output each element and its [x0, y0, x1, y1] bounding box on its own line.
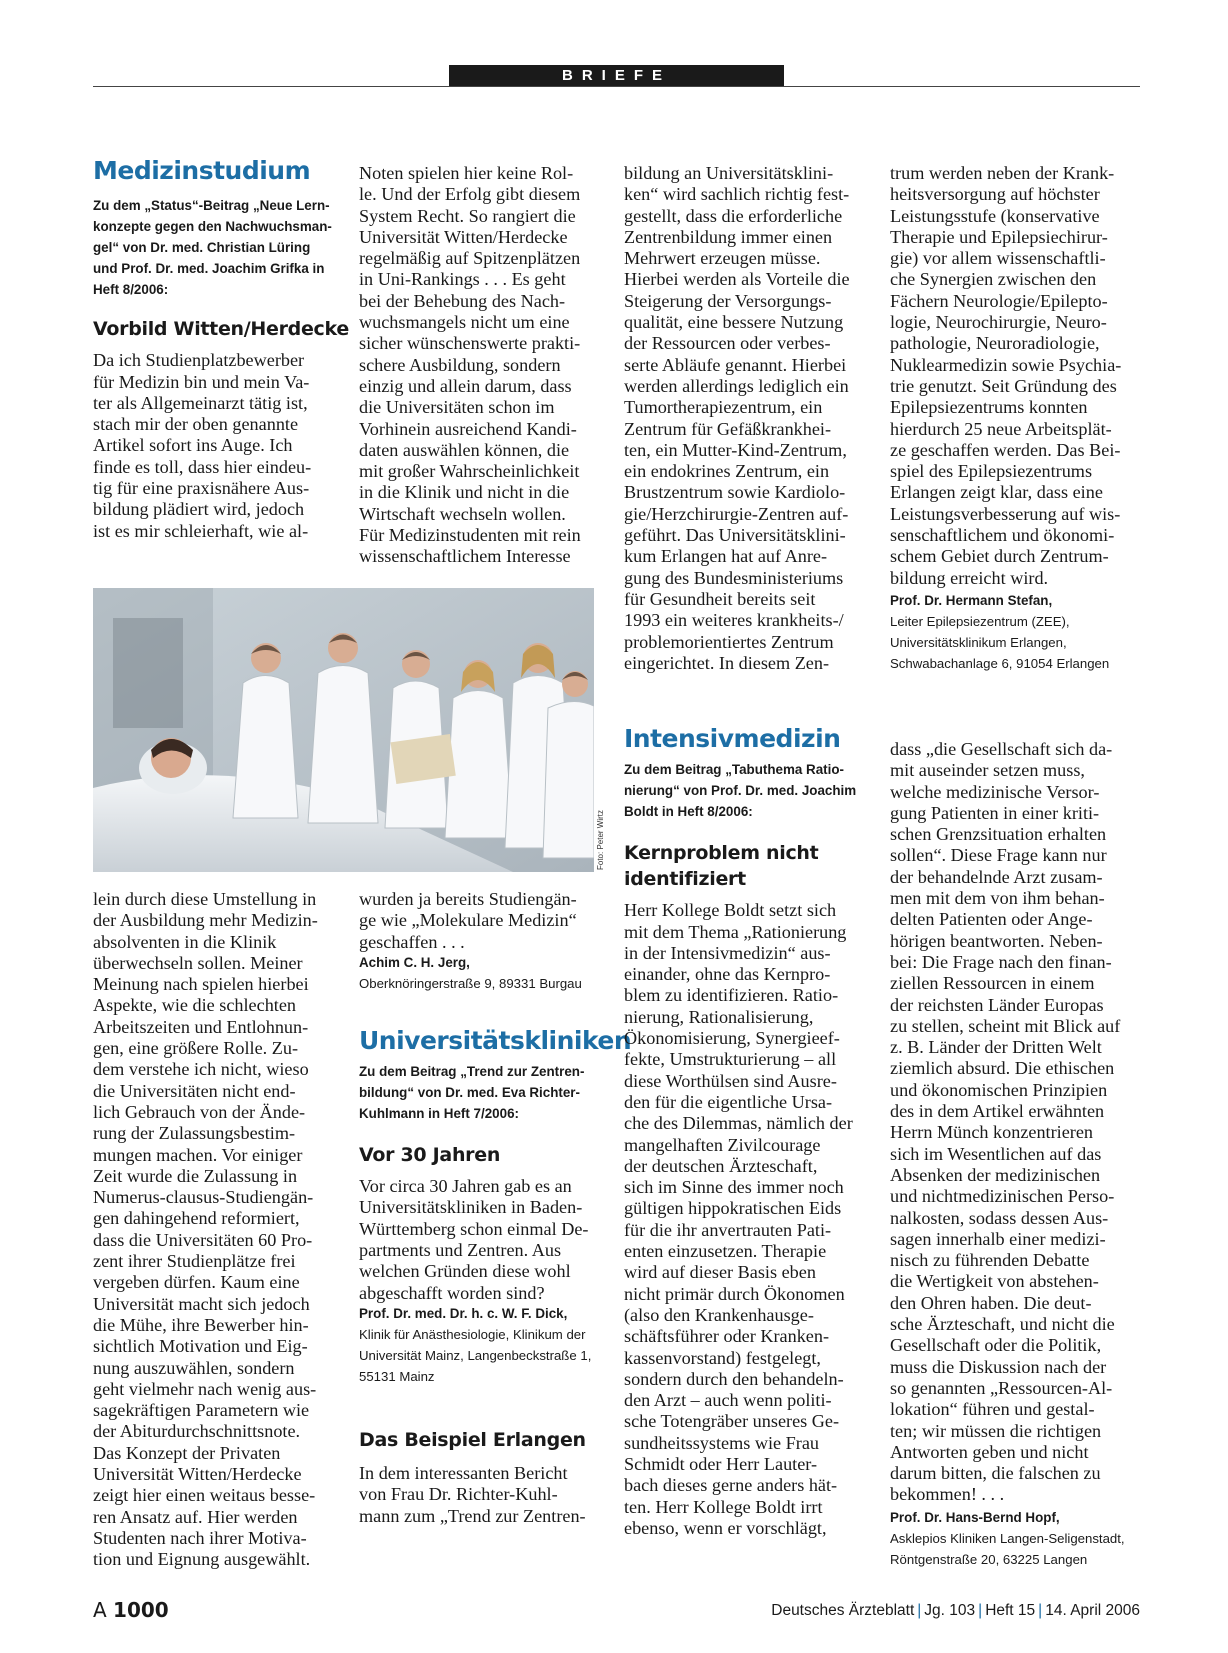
address-line: Leiter Epilepsiezentrum (ZEE), — [890, 613, 1070, 629]
body-line: lokation“ führen und gestal- — [890, 1399, 1095, 1420]
body-line: für Gesundheit bereits seit — [624, 588, 816, 609]
body-line: Nuklearmedizin sowie Psychia- — [890, 354, 1122, 375]
section-title-medizinstudium: Medizinstudium — [93, 156, 311, 185]
body-line: lich Gebrauch von der Ände- — [93, 1101, 306, 1122]
body-line: Das Konzept der Privaten — [93, 1442, 281, 1463]
section-title-intensivmedizin: Intensivmedizin — [624, 724, 841, 753]
body-line: die Mühe, ihre Bewerber hin- — [93, 1314, 309, 1335]
body-line: kassenvorstand) festgelegt, — [624, 1347, 821, 1368]
body-line: eingerichtet. In diesem Zen- — [624, 652, 830, 673]
body-line: bildung an Universitätsklini- — [624, 163, 834, 183]
body-line: Universität macht sich jedoch — [93, 1293, 310, 1314]
body-line: stach mir der oben genannte — [93, 414, 299, 435]
body-line: Mehrwert erzeugen müsse. — [624, 248, 821, 269]
body-line: der Ausbildung mehr Medizin- — [93, 910, 318, 931]
body-line: in der Intensivmedizin“ aus- — [624, 942, 831, 963]
body-line: ziellen Ressourcen in einem — [890, 973, 1095, 994]
body-line: mit dem Thema „Rationierung — [624, 921, 847, 942]
body-line: gie/Herzchirurgie-Zentren auf- — [624, 503, 849, 524]
journal-volume: Jg. 103 — [924, 1602, 976, 1619]
column-3-top — [624, 163, 879, 674]
column-1-bottom — [93, 889, 348, 1571]
body-line: Aspekte, wie die schlechten — [93, 995, 297, 1016]
body-line: (also den Krankenhausge- — [624, 1304, 814, 1325]
body-line: muss die Diskussion nach der — [890, 1356, 1107, 1377]
body-line: wurden ja bereits Studiengän- — [359, 889, 577, 909]
body-line: schem Gebiet durch Zentrum- — [890, 546, 1109, 567]
body-line: diese Worthülsen sind Ausre- — [624, 1070, 837, 1091]
body-line: ten, ein Mutter-Kind-Zentrum, — [624, 439, 847, 460]
body-line: regelmäßig auf Spitzenplätzen — [359, 248, 581, 269]
body-line: Hierbei werden als Vorteile die — [624, 269, 850, 290]
body-line: ziemlich absurd. Die ethischen — [890, 1058, 1115, 1079]
photo-credit: Foto: Peter Wirtz — [596, 809, 605, 870]
ward-round-photo — [93, 588, 594, 872]
body-line: gültigen hippokratischen Eids — [624, 1198, 842, 1219]
body-line: Artikel sofort ins Auge. Ich — [93, 435, 293, 456]
body-line: Universitätskliniken in Baden- — [359, 1197, 583, 1218]
intro-line: Boldt in Heft 8/2006: — [624, 804, 753, 820]
body-line: sich im Sinne des immer noch — [624, 1177, 844, 1198]
body-line: trie genutzt. Seit Gründung des — [890, 375, 1117, 396]
body-line: dass die Universitäten 60 Pro- — [93, 1229, 313, 1250]
body-line: welchen Gründen diese wohl — [359, 1261, 571, 1282]
body-line: Da ich Studienplatzbewerber — [93, 350, 305, 371]
body-line: blem zu identifizieren. Ratio- — [624, 985, 839, 1006]
body-line: z. B. Länder der Dritten Welt — [890, 1037, 1102, 1058]
body-line: qualität, eine bessere Nutzung — [624, 312, 844, 333]
body-line: senschaftlichem und ökonomi- — [890, 525, 1115, 546]
body-line: bekommen! . . . — [890, 1484, 1005, 1505]
body-line: mann zum „Trend zur Zentren- — [359, 1505, 586, 1526]
body-line: serte Abläufe genannt. Hierbei — [624, 354, 847, 375]
body-line: den Ohren haben. Die deut- — [890, 1292, 1092, 1313]
body-line: Vor circa 30 Jahren gab es an — [359, 1176, 572, 1197]
body-line: der Abiturdurchschnittsnote. — [93, 1421, 301, 1442]
body-line: von Frau Dr. Richter-Kuhl- — [359, 1484, 558, 1505]
body-line: schäftsführer oder Kranken- — [624, 1326, 830, 1347]
body-line: wissenschaftlichem Interesse — [359, 546, 571, 567]
journal-issue: Heft 15 — [985, 1602, 1036, 1619]
body-line: Gesellschaft oder die Politik, — [890, 1335, 1102, 1356]
intro-line: Zu dem „Status“-Beitrag „Neue Lern- — [93, 198, 330, 214]
body-line: für Medizin bin und mein Va- — [93, 371, 310, 392]
body-line: Epilepsiezentrums konnten — [890, 397, 1088, 418]
body-line: Numerus-clausus-Studiengän- — [93, 1187, 314, 1208]
body-line: gung des Bundesministeriums — [624, 567, 844, 588]
letter-subtitle: Vor 30 Jahren — [359, 1144, 501, 1167]
body-line: spiel des Epilepsiezentrums — [890, 461, 1093, 482]
letter-subtitle — [624, 840, 879, 892]
body-line: dass „die Gesellschaft sich da- — [890, 739, 1113, 759]
page-prefix: A — [93, 1598, 107, 1622]
address-line: Röntgenstraße 20, 63225 Langen — [890, 1551, 1088, 1567]
column-2-bottom — [359, 889, 632, 1527]
body-line: Ökonomisierung, Synergieef- — [624, 1028, 840, 1049]
body-line: Vorhinein ausreichend Kandi- — [359, 418, 577, 439]
section-title-universitaetskliniken: Universitätskliniken — [359, 1025, 632, 1055]
intro-line: konzepte gegen den Nachwuchsman- — [93, 219, 332, 235]
body-line: nung auszuwählen, sondern — [93, 1357, 295, 1378]
footer-separator: | — [1038, 1602, 1043, 1619]
body-line: geführt. Das Universitätsklini- — [624, 525, 846, 546]
body-line: Herr Kollege Boldt setzt sich — [624, 900, 837, 921]
body-line: Württemberg schon einmal De- — [359, 1218, 589, 1239]
body-line: Schmidt oder Herr Lauter- — [624, 1454, 818, 1475]
body-line: Noten spielen hier keine Rol- — [359, 163, 574, 183]
subtitle-line: identifiziert — [624, 868, 746, 891]
body-line: heitsversorgung auf höchster — [890, 184, 1100, 205]
body-line: In dem interessanten Bericht — [359, 1462, 568, 1483]
body-line: sichtlich Motivation und Eig- — [93, 1336, 308, 1357]
body-line: und ökonomischen Prinzipien — [890, 1079, 1108, 1100]
body-line: Für Medizinstudenten mit rein — [359, 525, 581, 546]
body-line: sicher wünschenswerte prakti- — [359, 333, 581, 354]
body-line: rung der Zulassungsbestim- — [93, 1123, 296, 1144]
body-line: 1993 ein weiteres krankheits-/ — [624, 610, 844, 631]
column-4-top — [890, 163, 1145, 674]
body-line: finde es toll, dass hier eindeu- — [93, 456, 312, 477]
body-line: ein endokrines Zentrum, ein — [624, 461, 830, 482]
body-line: der deutschen Ärzteschaft, — [624, 1155, 818, 1176]
body-line: sich im Wesentlichen auf das — [890, 1143, 1102, 1164]
body-line: absolventen in die Klinik — [93, 931, 277, 952]
body-line: Leistungsstufe (konservative — [890, 205, 1100, 226]
body-line: sollen“. Diese Frage kann nur — [890, 845, 1107, 866]
body-line: Wirtschaft wechseln wollen. — [359, 503, 566, 524]
body-line: partments und Zentren. Aus — [359, 1240, 562, 1261]
journal-date: 14. April 2006 — [1045, 1602, 1140, 1619]
intro-line: und Prof. Dr. med. Joachim Grifka in — [93, 261, 325, 277]
body-line: mit auseinder setzen muss, — [890, 760, 1085, 781]
journal-name: Deutsches Ärzteblatt — [771, 1602, 915, 1619]
letter-subtitle: Das Beispiel Erlangen — [359, 1428, 586, 1451]
body-line: Studenten nach ihrer Motiva- — [93, 1527, 307, 1548]
body-line: der reichsten Länder Europas — [890, 994, 1104, 1015]
body-line: zent ihrer Studienplätze frei — [93, 1251, 296, 1272]
body-line: bildung plädiert wird, jedoch — [93, 499, 305, 520]
body-line: darum bitten, die falschen zu — [890, 1463, 1101, 1484]
page-number — [93, 1598, 169, 1622]
body-line: in die Klinik und nicht in die — [359, 482, 570, 503]
body-line: Steigerung der Versorgungs- — [624, 290, 832, 311]
body-line: ten; wir müssen die richtigen — [890, 1420, 1102, 1441]
body-line: mit großer Wahrscheinlichkeit — [359, 461, 580, 482]
body-line: ken“ wird sachlich richtig fest- — [624, 184, 850, 205]
body-line: so genannten „Ressourcen-Al- — [890, 1377, 1113, 1398]
letter-author: Prof. Dr. Hermann Stefan, — [890, 592, 1053, 608]
address-line: Oberknöringerstraße 9, 89331 Burgau — [359, 975, 582, 991]
body-line: ze geschaffen werden. Das Bei- — [890, 439, 1121, 460]
column-4-bottom — [890, 739, 1145, 1570]
body-line: sche Ärzteschaft, und nicht die — [890, 1314, 1115, 1335]
body-line: Universität Witten/Herdecke — [93, 1464, 302, 1485]
body-line: die Universitäten schon im — [359, 397, 555, 418]
intro-line: Kuhlmann in Heft 7/2006: — [359, 1106, 519, 1122]
body-line: mungen machen. Vor einiger — [93, 1144, 303, 1165]
body-line: daten auswählen können, die — [359, 439, 570, 460]
body-line: sagekräftigen Parametern wie — [93, 1400, 310, 1421]
body-line: zeigt hier einen weitaus besse- — [93, 1485, 316, 1506]
body-line: enten einzusetzen. Therapie — [624, 1241, 827, 1262]
body-line: zu stellen, scheint mit Blick auf — [890, 1015, 1121, 1036]
body-line: Zentrum für Gefäßkrankhei- — [624, 418, 832, 439]
body-line: wuchsmangels nicht um eine — [359, 312, 570, 333]
body-line: gen, eine größere Rolle. Zu- — [93, 1038, 299, 1059]
body-line: ren Ansatz auf. Hier werden — [93, 1506, 298, 1527]
letter-body — [93, 350, 343, 542]
body-line: welche medizinische Versor- — [890, 781, 1100, 802]
body-line: bei der Behebung des Nach- — [359, 290, 566, 311]
body-line: gestellt, dass die erforderliche — [624, 205, 843, 226]
body-line: tig für eine praxisnähere Aus- — [93, 478, 310, 499]
body-line: werden allerdings lediglich ein — [624, 375, 849, 396]
body-line: schen Grenzsituation erhalten — [890, 824, 1107, 845]
body-line: die Wertigkeit von abstehen- — [890, 1271, 1099, 1292]
body-line: schere Ausbildung, sondern — [359, 354, 561, 375]
journal-footer — [771, 1602, 1140, 1620]
letter-intro — [93, 195, 343, 300]
body-line: tion und Eignung ausgewählt. — [93, 1549, 311, 1570]
body-line: in Uni-Rankings . . . Es geht — [359, 269, 566, 290]
body-line: System Recht. So rangiert die — [359, 205, 576, 226]
body-line: trum werden neben der Krank- — [890, 163, 1115, 183]
body-line: gung Patienten in einer kriti- — [890, 802, 1100, 823]
body-line: Absenken der medizinischen — [890, 1164, 1101, 1185]
body-line: ten. Herr Kollege Boldt irrt — [624, 1496, 823, 1517]
body-line: der behandelnde Arzt zusam- — [890, 866, 1103, 887]
body-line: gen dahingehend reformiert, — [93, 1208, 300, 1229]
body-line: die Universitäten nicht end- — [93, 1080, 296, 1101]
body-line: und nichtmedizinischen Perso- — [890, 1186, 1115, 1207]
intro-line: Heft 8/2006: — [93, 282, 169, 298]
address-line: Schwabachanlage 6, 91054 Erlangen — [890, 655, 1110, 671]
body-line: fekte, Umstrukturierung – all — [624, 1049, 837, 1070]
body-line: bildung erreicht wird. — [890, 567, 1049, 588]
body-line: dem verstehe ich nicht, wieso — [93, 1059, 309, 1080]
body-line: nicht primär durch Ökonomen — [624, 1283, 845, 1304]
intro-line: gel“ von Dr. med. Christian Lüring — [93, 240, 311, 256]
body-line: ist es mir schleierhaft, wie al- — [93, 520, 309, 541]
body-line: einander, ohne das Kernpro- — [624, 964, 831, 985]
body-line: abgeschafft worden sind? — [359, 1282, 545, 1303]
body-line: mangelhaften Zivilcourage — [624, 1134, 821, 1155]
body-line: den Arzt – auch wenn politi- — [624, 1390, 832, 1411]
column-1-top — [93, 156, 349, 542]
intro-line: nierung“ von Prof. Dr. med. Joachim — [624, 783, 857, 799]
body-line: delten Patienten oder Ange- — [890, 909, 1093, 930]
header-rule — [93, 86, 1140, 87]
body-line: kum Erlangen hat auf Anre- — [624, 546, 828, 567]
body-line: der Ressourcen oder verbes- — [624, 333, 831, 354]
body-line: ter als Allgemeinarzt tätig ist, — [93, 392, 308, 413]
footer-separator: | — [978, 1602, 983, 1619]
body-line: einzig und allein darum, dass — [359, 375, 572, 396]
body-line: Tumortherapiezentrum, ein — [624, 397, 823, 418]
body-line: hörigen beantworten. Neben- — [890, 930, 1103, 951]
body-line: che Synergien zwischen den — [890, 269, 1097, 290]
body-line: lein durch diese Umstellung in — [93, 889, 317, 909]
photo-illustration — [93, 588, 594, 872]
body-line: bach dieses gerne anders hät- — [624, 1475, 838, 1496]
body-line: überwechseln sollen. Meiner — [93, 952, 303, 973]
address-line: Asklepios Kliniken Langen-Seligenstadt, — [890, 1530, 1125, 1546]
address-line: Universitätsklinikum Erlangen, — [890, 634, 1067, 650]
body-line: sagen innerhalb einer medizi- — [890, 1228, 1106, 1249]
column-2-top — [359, 163, 609, 568]
address-line: 55131 Mainz — [359, 1368, 435, 1384]
body-line: Erlangen zeigt klar, dass eine — [890, 482, 1103, 503]
letter-author: Prof. Dr. med. Dr. h. c. W. F. Dick, — [359, 1305, 568, 1321]
body-line: problemorientiertes Zentrum — [624, 631, 834, 652]
body-line: pathologie, Neuroradiologie, — [890, 333, 1100, 354]
body-line: Zentrenbildung immer einen — [624, 226, 833, 247]
body-line: den für die eigentliche Ursa- — [624, 1091, 833, 1112]
body-line: Antworten geben und nicht — [890, 1441, 1089, 1462]
body-line: sche Totengräber unseres Ge- — [624, 1411, 840, 1432]
body-line: Fächern Neurologie/Epilepto- — [890, 290, 1108, 311]
subtitle-line: Kernproblem nicht — [624, 842, 819, 865]
body-line: wird auf dieser Basis eben — [624, 1262, 816, 1283]
body-line: hierdurch 25 neue Arbeitsplät- — [890, 418, 1112, 439]
body-line: ebenso, wenn er vorschlägt, — [624, 1517, 827, 1538]
body-line: Universität Witten/Herdecke — [359, 226, 568, 247]
body-line: ge wie „Molekulare Medizin“ — [359, 910, 577, 931]
body-line: Herrn Münch konzentrieren — [890, 1122, 1094, 1143]
address-line: Universität Mainz, Langenbeckstraße 1, — [359, 1347, 592, 1363]
body-line: Meinung nach spielen hierbei — [93, 974, 309, 995]
body-line: des in dem Artikel erwähnten — [890, 1101, 1105, 1122]
body-line: sondern durch den behandeln- — [624, 1368, 844, 1389]
body-line: Brustzentrum sowie Kardiolo- — [624, 482, 846, 503]
body-line: nisch zu führenden Debatte — [890, 1250, 1090, 1271]
body-line: geschaffen . . . — [359, 931, 465, 952]
body-line: geht vielmehr nach wenig aus- — [93, 1378, 317, 1399]
body-line: le. Und der Erfolg gibt diesem — [359, 184, 581, 205]
body-line: Leistungsverbesserung auf wis- — [890, 503, 1121, 524]
column-3-bottom — [624, 724, 879, 1539]
body-line: che des Dilemmas, nämlich der — [624, 1113, 853, 1134]
body-line: Zeit wurde die Zulassung in — [93, 1165, 298, 1186]
letter-author: Achim C. H. Jerg, — [359, 954, 470, 970]
address-line: Klinik für Anästhesiologie, Klinikum der — [359, 1326, 586, 1342]
section-header-briefe: BRIEFE — [449, 65, 784, 86]
body-line: nalkosten, sodass dessen Aus- — [890, 1207, 1109, 1228]
body-line: vergeben dürfen. Kaum eine — [93, 1272, 300, 1293]
intro-line: Zu dem Beitrag „Tabuthema Ratio- — [624, 762, 844, 778]
page-number-value: 1000 — [113, 1598, 169, 1622]
body-line: für die ihr anvertrauten Pati- — [624, 1219, 832, 1240]
body-line: gie) vor allem wissenschaftli- — [890, 248, 1106, 269]
letter-author: Prof. Dr. Hans-Bernd Hopf, — [890, 1509, 1060, 1525]
body-line: Arbeitszeiten und Entlohnun- — [93, 1016, 309, 1037]
body-line: bei: Die Frage nach den finan- — [890, 951, 1112, 972]
body-line: sundheitssystems wie Frau — [624, 1432, 820, 1453]
body-line: nierung, Rationalisierung, — [624, 1006, 814, 1027]
letter-subtitle: Vorbild Witten/Herdecke — [93, 318, 349, 341]
intro-line: Zu dem Beitrag „Trend zur Zentren- — [359, 1064, 585, 1080]
intro-line: bildung“ von Dr. med. Eva Richter- — [359, 1085, 580, 1101]
body-line: logie, Neurochirurgie, Neuro- — [890, 312, 1107, 333]
footer-separator: | — [917, 1602, 922, 1619]
body-line: Therapie und Epilepsiechirur- — [890, 226, 1108, 247]
body-line: men mit dem von ihm behan- — [890, 888, 1105, 909]
